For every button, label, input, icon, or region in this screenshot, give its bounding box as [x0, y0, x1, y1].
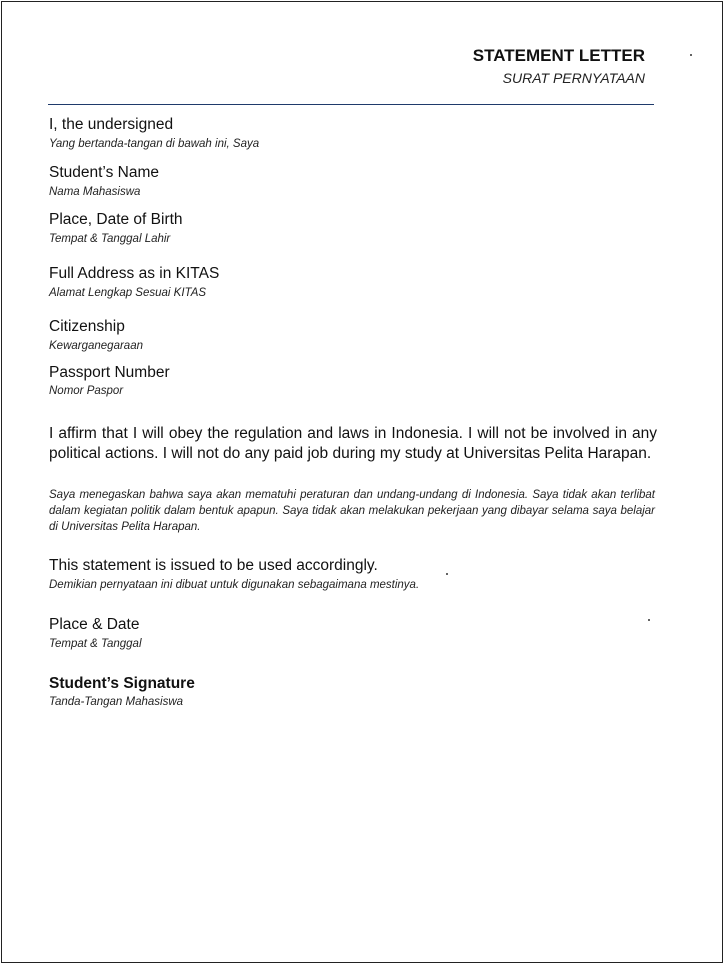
field-student-name-translation: Nama Mahasiswa [49, 186, 141, 198]
header-divider [48, 104, 654, 105]
place-date-translation: Tempat & Tanggal [49, 638, 142, 650]
field-address-label: Full Address as in KITAS [49, 265, 220, 282]
affirmation-paragraph: I affirm that I will obey the regulation and laws in Indonesia. I will not be involved in any political actions. I will not do any paid job during my study at Universitas Pelita Harapan. [49, 425, 657, 462]
field-undersigned-translation: Yang bertanda-tangan di bawah ini, Saya [49, 138, 260, 150]
document-page [1, 1, 723, 963]
document-title: STATEMENT LETTER [472, 46, 645, 65]
field-citizenship-translation: Kewarganegaraan [49, 340, 143, 352]
closing-translation: Demikian pernyataan ini dibuat untuk digunakan sebagaimana mestinya. [49, 579, 420, 591]
scan-speck [690, 54, 692, 56]
signature-label: Student’s Signature [49, 675, 195, 692]
scan-speck [446, 573, 448, 575]
signature-translation: Tanda-Tangan Mahasiswa [49, 696, 184, 708]
field-birth-translation: Tempat & Tanggal Lahir [49, 233, 171, 245]
scan-speck [648, 619, 650, 621]
field-address-translation: Alamat Lengkap Sesuai KITAS [49, 287, 207, 299]
field-student-name-label: Student’s Name [49, 164, 159, 181]
affirmation-translation: Saya menegaskan bahwa saya akan mematuhi peraturan dan undang-undang di Indonesia. Saya tidak akan terlibat dalam kegiatan politik dalam bentuk apapun. Saya tidak akan melakukan pekerjaan yang dibayar selama saya belajar di Universitas Pelita Harapan. [49, 489, 655, 533]
field-birth-label: Place, Date of Birth [49, 211, 183, 228]
field-passport-translation: Nomor Paspor [49, 385, 124, 397]
place-date-label: Place & Date [49, 616, 140, 633]
document-subtitle: SURAT PERNYATAAN [502, 70, 645, 86]
field-passport-label: Passport Number [49, 364, 170, 381]
field-undersigned-label: I, the undersigned [49, 116, 174, 133]
closing-statement: This statement is issued to be used accordingly. [49, 557, 378, 574]
field-citizenship-label: Citizenship [49, 318, 125, 335]
